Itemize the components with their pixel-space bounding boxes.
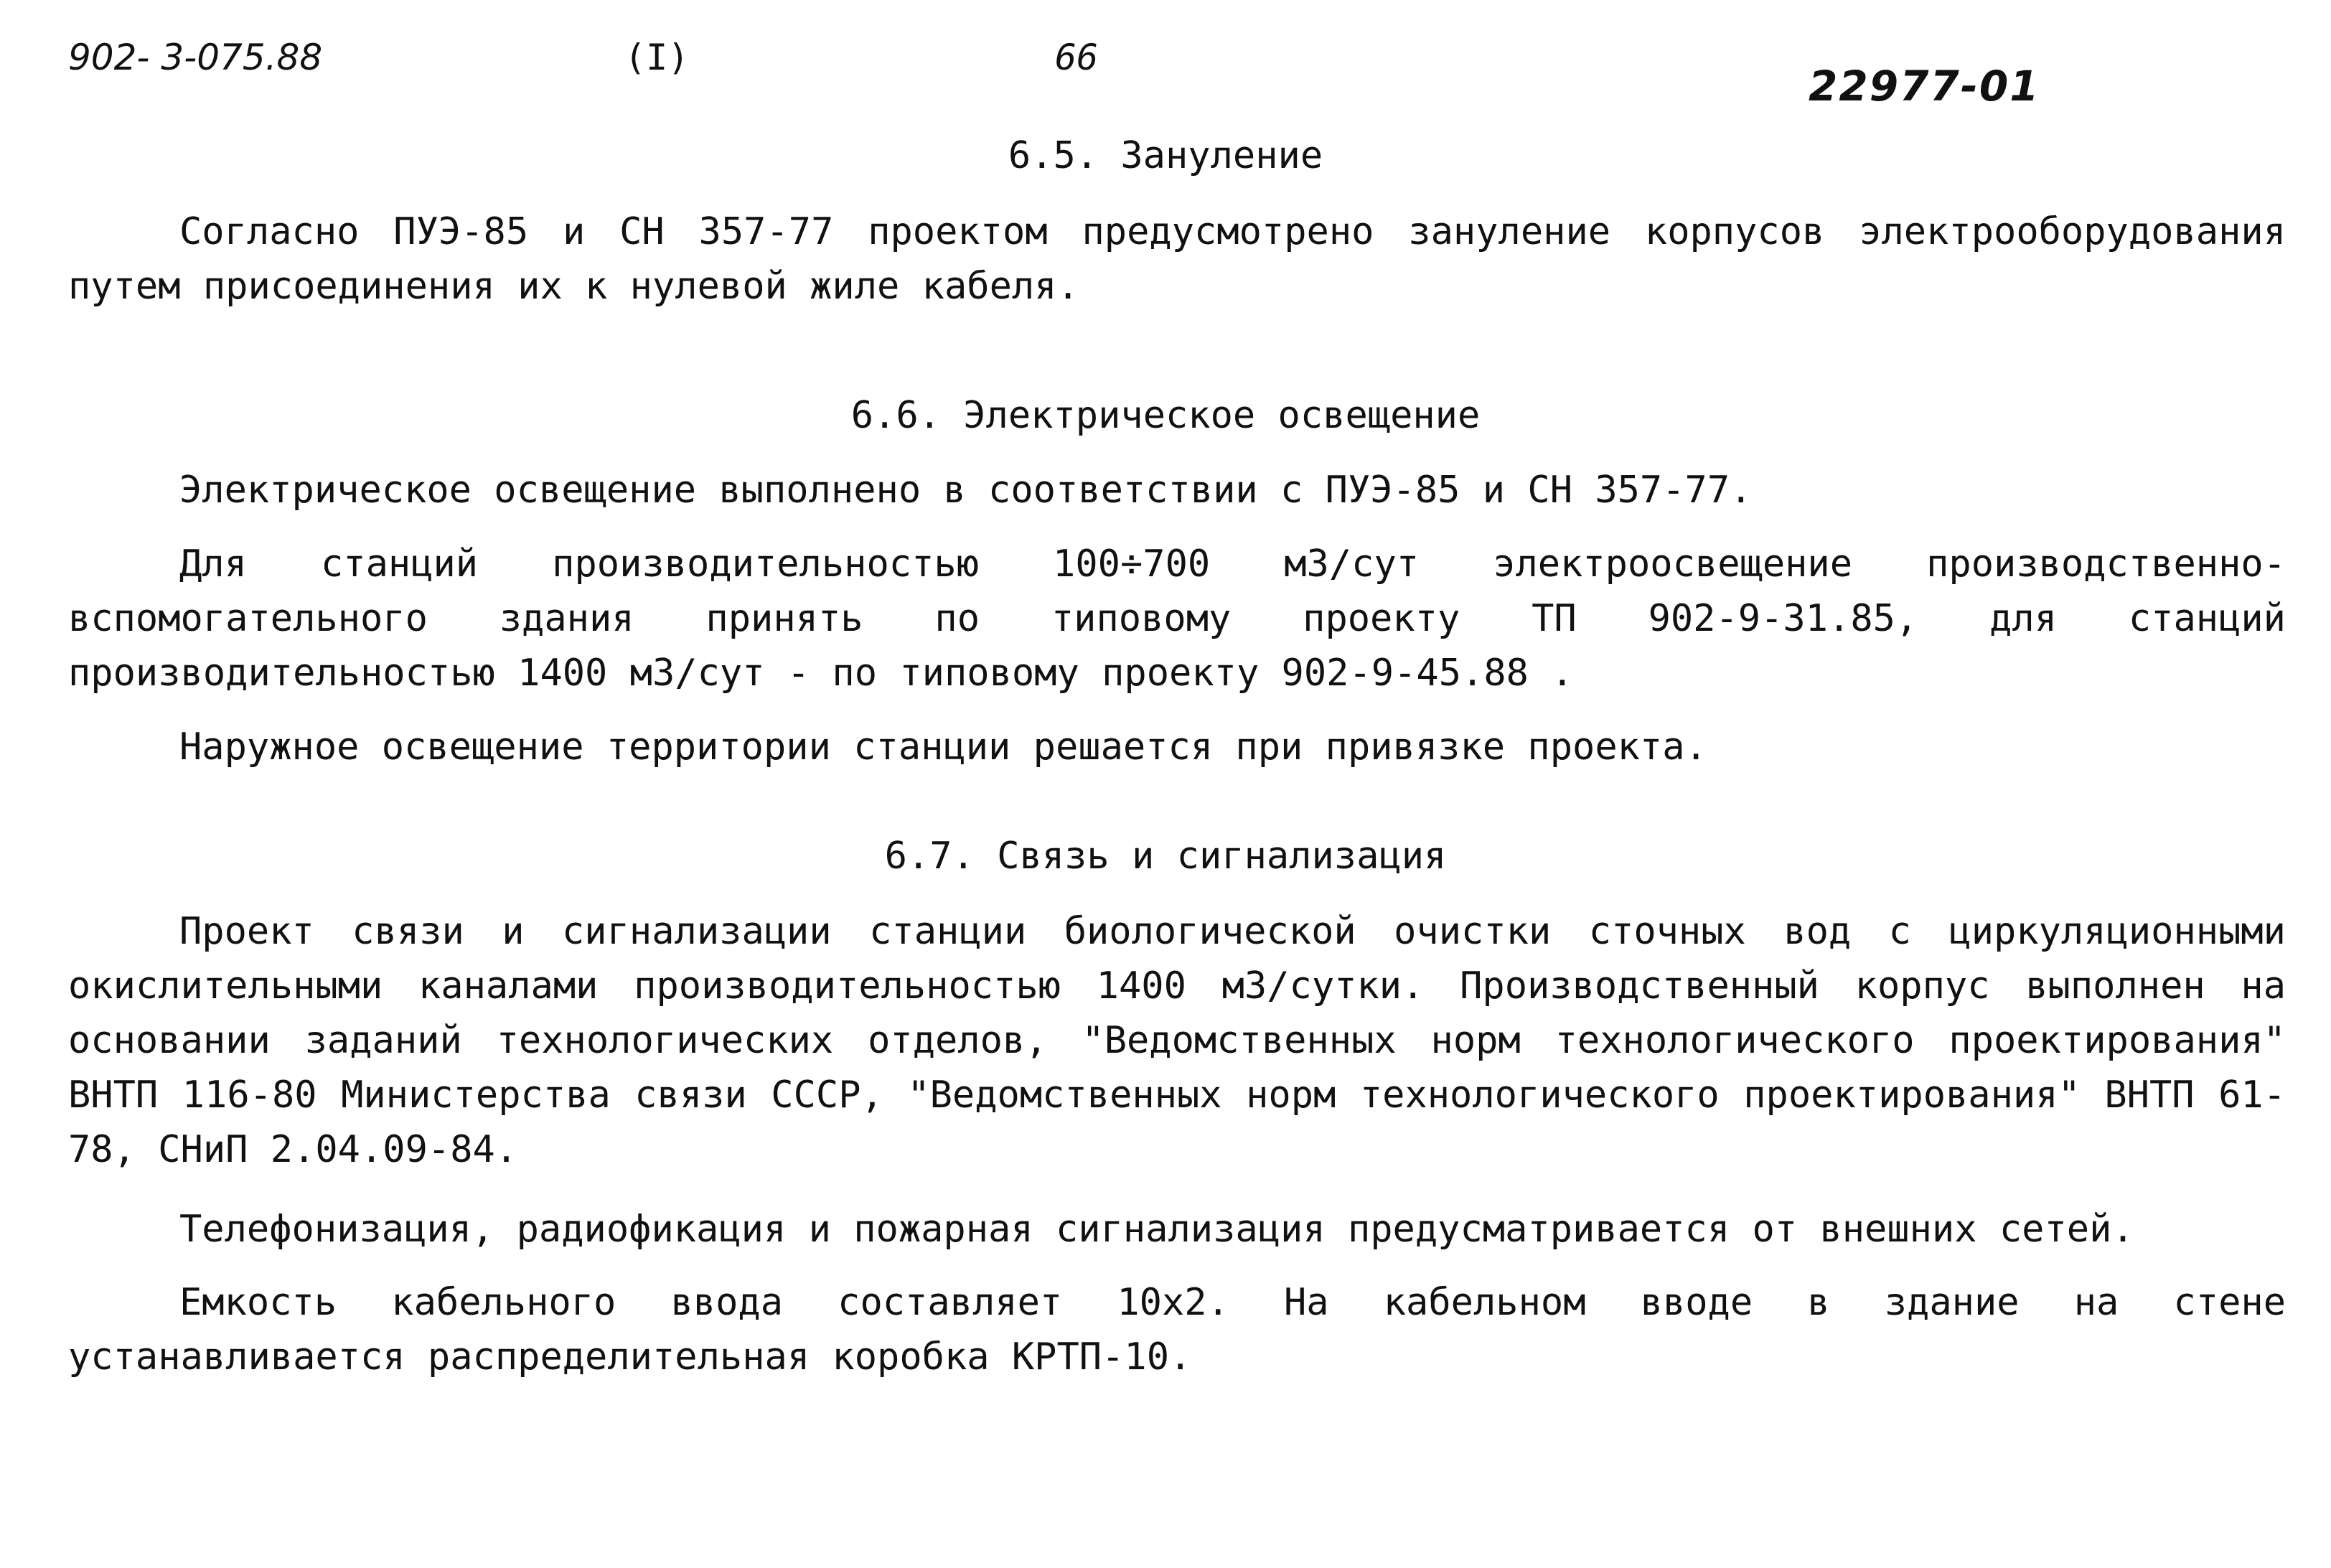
section-heading-6-7: 6.7. Связь и сигнализация	[884, 835, 1447, 878]
paragraph-6-6-1: Электрическое освещение выполнено в соответствии с ПУЭ-85 и СН 357-77.	[179, 469, 1753, 512]
document-code: 902- 3-075.88	[68, 37, 323, 78]
paragraph-6-7-2: Телефонизация, радиофикация и пожарная сигнализация предусматривается от внешних сетей.	[179, 1208, 2134, 1251]
paragraph-6-5-1: Согласно ПУЭ-85 и СН 357-77 проектом предусмотрено зануление корпусов электрооборудования путем присоединения их к нулевой жиле кабеля.	[68, 210, 2286, 308]
archive-number: 22977-01	[1809, 62, 2040, 111]
part-label: (I)	[624, 37, 690, 78]
section-heading-6-6: 6.6. Электрическое освещение	[850, 394, 1481, 437]
paragraph-6-7-1: Проект связи и сигнализации станции биологической очистки сточных вод с циркуляционными окислительными каналами производительностью 1400 м3/сутки. Производственный корпус выполнен на основании заданий технологических отделов, "Ведомственных норм технологического проектирования" ВНТП 116-80 Министерства связи СССР, "Ведомственных норм технологического проектирования" ВНТП 61-78, СНиП 2.04.09-84.	[68, 910, 2286, 1171]
section-heading-6-5: 6.5. Зануление	[1008, 134, 1323, 177]
paragraph-6-6-2: Для станций производительностью 100÷700 м3/сут электроосвещение производственно-вспомогательного здания принять по типовому проекту ТП 902-9-31.85, для станций производительностью 1400 м3/сут - по типовому проекту 902-9-45.88 .	[68, 543, 2286, 695]
page-number: 66	[1055, 37, 1099, 78]
paragraph-6-6-3: Наружное освещение территории станции решается при привязке проекта.	[179, 726, 1707, 769]
paragraph-6-7-3: Емкость кабельного ввода составляет 10х2. На кабельном вводе в здание на стене устанавливается распределительная коробка КРТП-10.	[68, 1281, 2286, 1379]
